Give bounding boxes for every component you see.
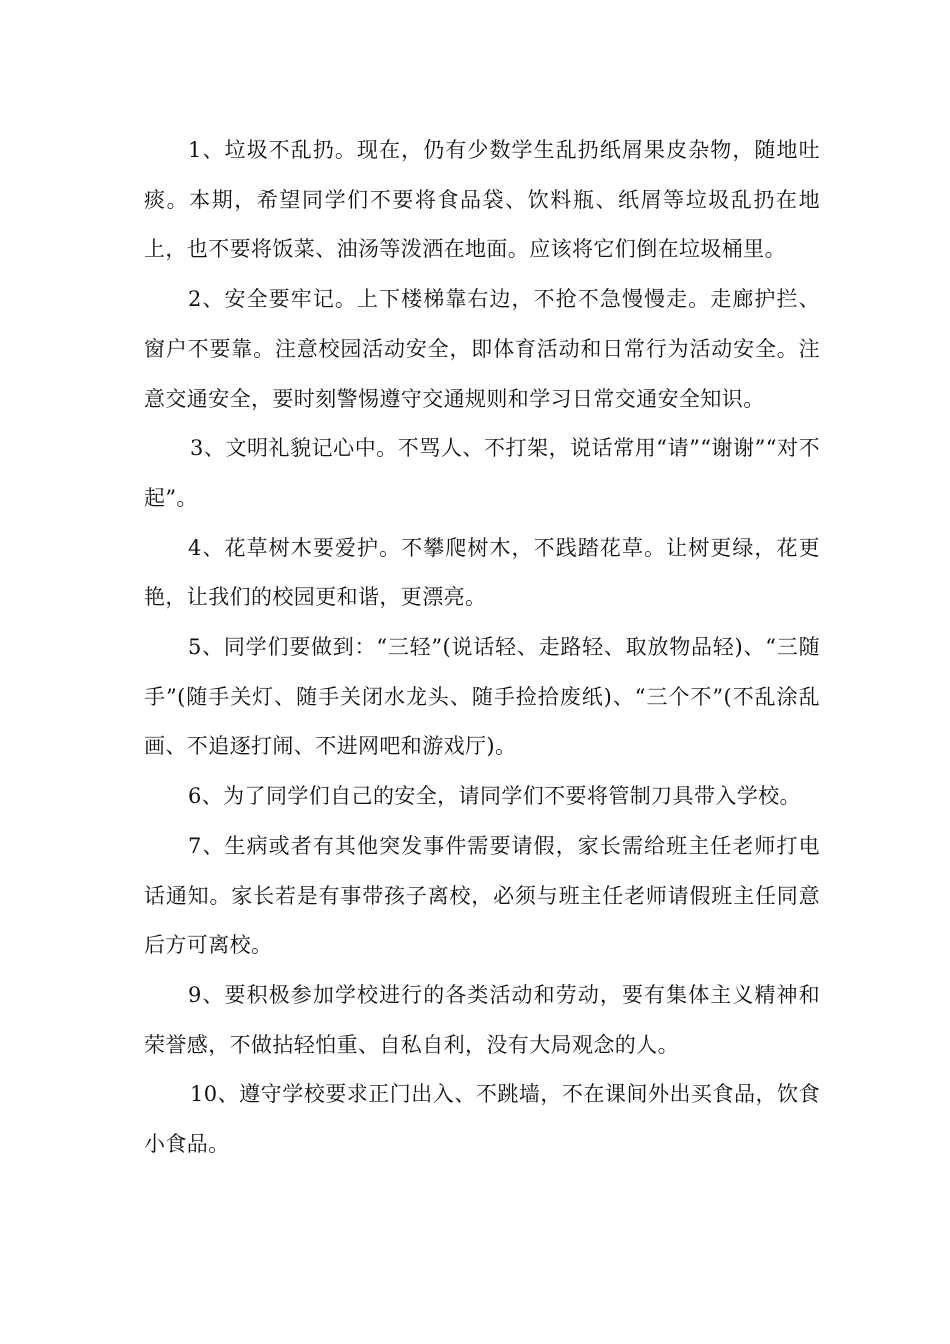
rule-paragraph-7: 7、生病或者有其他突发事件需要请假，家长需给班主任老师打电话通知。家长若是有事带孩子离校，必须与班主任老师请假班主任同意后方可离校。 bbox=[144, 833, 820, 958]
rule-paragraph-2: 2、安全要牢记。上下楼梯靠右边，不抢不急慢慢走。走廊护拦、窗户不要靠。注意校园活动安全，即体育活动和日常行为活动安全。注意交通安全，要时刻警惕遵守交通规则和学习日常交通安全知识。 bbox=[144, 287, 820, 411]
rule-paragraph-9: 9、要积极参加学校进行的各类活动和劳动，要有集体主义精神和荣誉感，不做拈轻怕重、自私自利，没有大局观念的人。 bbox=[144, 982, 820, 1057]
rule-paragraph-10: 10、遵守学校要求正门出入、不跳墙，不在课间外出买食品，饮食小食品。 bbox=[144, 1082, 820, 1157]
rule-paragraph-3: 3、文明礼貌记心中。不骂人、不打架，说话常用“请”“谢谢”“对不起”。 bbox=[144, 436, 820, 510]
rule-paragraph-4: 4、花草树木要爱护。不攀爬树木，不践踏花草。让树更绿，花更艳，让我们的校园更和谐，更漂亮。 bbox=[144, 535, 820, 610]
rule-paragraph-6: 6、为了同学们自己的安全，请同学们不要将管制刀具带入学校。 bbox=[188, 784, 801, 809]
rule-paragraph-1: 1、垃圾不乱扔。现在，仍有少数学生乱扔纸屑果皮杂物，随地吐痰。本期，希望同学们不要将食品袋、饮料瓶、纸屑等垃圾乱扔在地上，也不要将饭菜、油汤等泼洒在地面。应该将它们倒在垃圾桶里。 bbox=[144, 138, 820, 262]
document-body bbox=[144, 126, 820, 1170]
rule-paragraph-5: 5、同学们要做到：“三轻”(说话轻、走路轻、取放物品轻)、“三随手”(随手关灯、随手关闭水龙头、随手捡拾废纸)、“三个不”(不乱涂乱画、不追逐打闹、不进网吧和游戏厅)。 bbox=[144, 635, 820, 759]
